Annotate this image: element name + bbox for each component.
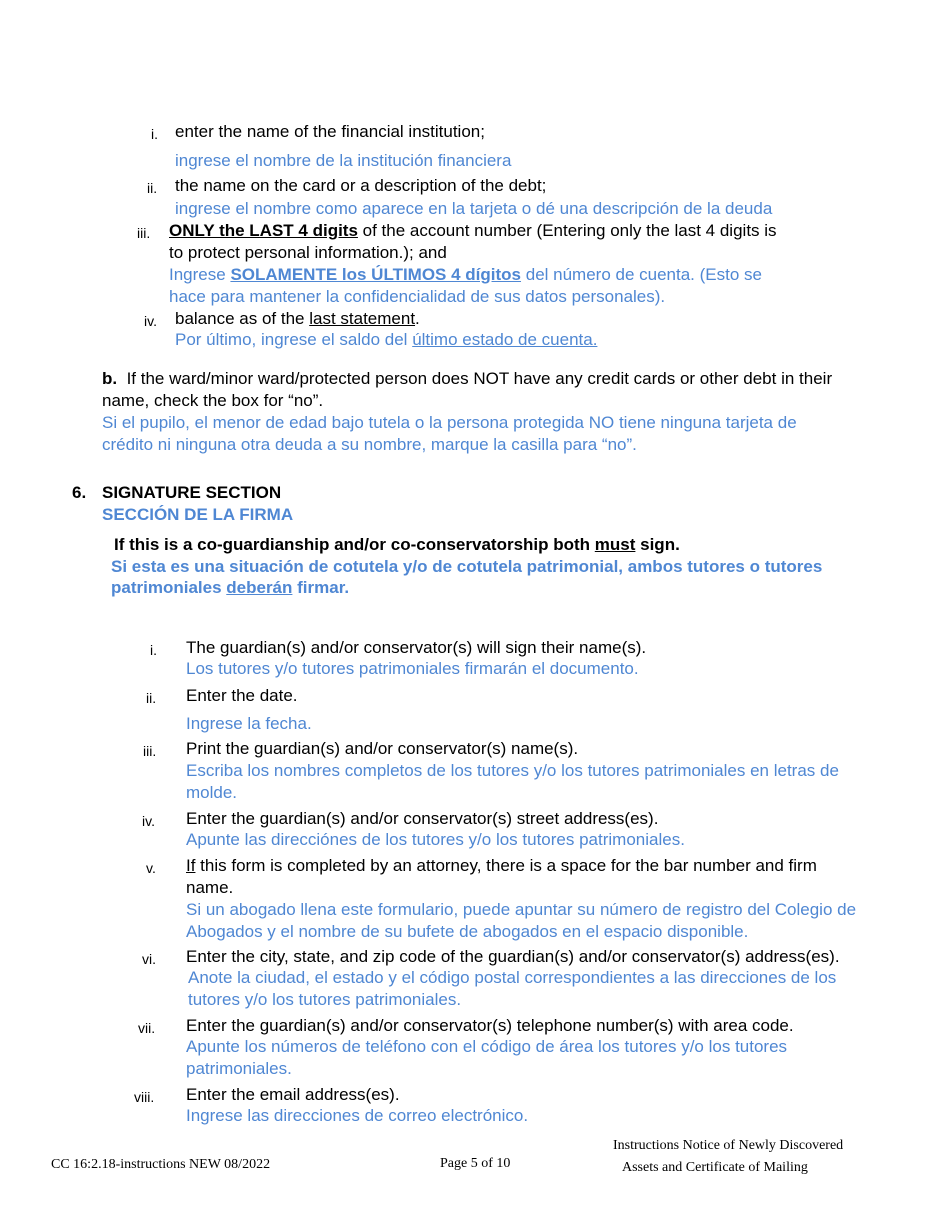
list-number: iii. [143, 743, 157, 759]
instruction-text-es: tutores y/o los tutores patrimoniales. [188, 990, 462, 1009]
list-number: i. [150, 642, 157, 658]
instruction-text-es: Abogados y el nombre de su bufete de abogados en el espacio disponible. [186, 922, 749, 941]
instruction-text-es: Apunte las direcciónes de los tutores y/o los tutores patrimoniales. [186, 830, 685, 849]
instruction-text: Enter the guardian(s) and/or conservator(s) street address(es). [186, 809, 659, 828]
instruction-text: ONLY the LAST 4 digits of the account number (Entering only the last 4 digits is [169, 221, 777, 240]
instruction-text: Enter the email address(es). [186, 1085, 400, 1104]
instruction-text: If this form is completed by an attorney, there is a space for the bar number and firm [186, 856, 817, 875]
instruction-text-es: molde. [186, 783, 238, 802]
instruction-text-es: Apunte los números de teléfono con el código de área los tutores y/o los tutores [186, 1037, 788, 1056]
instruction-text-es: Ingrese SOLAMENTE los ÚLTIMOS 4 dígitos del número de cuenta. (Esto se [169, 265, 762, 284]
instruction-text: name. [186, 878, 234, 897]
list-number: i. [151, 126, 158, 142]
list-number: iii. [137, 225, 151, 241]
instruction-text-es: patrimoniales. [186, 1059, 292, 1078]
list-number: vii. [138, 1020, 156, 1036]
footer-form-id: CC 16:2.18-instructions NEW 08/2022 [51, 1157, 271, 1172]
instruction-text: to protect personal information.); and [169, 243, 447, 262]
instruction-text-es: ingrese el nombre como aparece en la tarjeta o dé una descripción de la deuda [175, 199, 773, 218]
section-title-es: SECCIÓN DE LA FIRMA [102, 505, 294, 524]
list-number: vi. [142, 951, 156, 967]
instruction-text-es: Ingrese las direcciones de correo electrónico. [186, 1106, 529, 1125]
instruction-text-es: Anote la ciudad, el estado y el código postal correspondientes a las direcciones de los [188, 968, 837, 987]
instruction-text: Enter the date. [186, 686, 298, 705]
co-guardianship-note-es: Si esta es una situación de cotutela y/o de cotutela patrimonial, ambos tutores o tutores [111, 557, 823, 576]
instruction-text: The guardian(s) and/or conservator(s) will sign their name(s). [186, 638, 647, 657]
instruction-text-es: hace para mantener la confidencialidad de sus datos personales). [169, 287, 666, 306]
instruction-text-es: Escriba los nombres completos de los tutores y/o los tutores patrimoniales en letras de [186, 761, 839, 780]
item-b-text: name, check the box for “no”. [102, 391, 324, 410]
item-b-text: b. If the ward/minor ward/protected person does NOT have any credit cards or other debt in their [102, 369, 833, 388]
list-number: viii. [134, 1089, 155, 1105]
instruction-text: the name on the card or a description of the debt; [175, 176, 547, 195]
instruction-text: Print the guardian(s) and/or conservator(s) name(s). [186, 739, 579, 758]
co-guardianship-note-es: patrimoniales deberán firmar. [111, 578, 350, 597]
instruction-text-es: Si un abogado llena este formulario, puede apuntar su número de registro del Colegio de [186, 900, 857, 919]
instruction-text-es: Ingrese la fecha. [186, 714, 312, 733]
item-b-text-es: crédito ni ninguna otra deuda a su nombre, marque la casilla para “no”. [102, 435, 637, 454]
instruction-text: Enter the guardian(s) and/or conservator(s) telephone number(s) with area code. [186, 1016, 794, 1035]
instruction-text: balance as of the last statement. [175, 309, 420, 328]
list-number: v. [146, 860, 156, 876]
footer-title: Instructions Notice of Newly Discovered [613, 1138, 844, 1153]
footer-title: Assets and Certificate of Mailing [622, 1160, 808, 1175]
instruction-text-es: Los tutores y/o tutores patrimoniales firmarán el documento. [186, 659, 639, 678]
section-number: 6. [72, 483, 87, 502]
section-title: SIGNATURE SECTION [102, 483, 282, 502]
instruction-text-es: ingrese el nombre de la institución financiera [175, 151, 512, 170]
instruction-text: enter the name of the financial institution; [175, 122, 485, 141]
list-number: ii. [147, 180, 158, 196]
list-number: iv. [142, 813, 155, 829]
co-guardianship-note: If this is a co-guardianship and/or co-conservatorship both must sign. [114, 535, 680, 554]
item-b-text-es: Si el pupilo, el menor de edad bajo tutela o la persona protegida NO tiene ninguna tarjeta de [102, 413, 797, 432]
list-number: iv. [144, 313, 157, 329]
list-number: ii. [146, 690, 157, 706]
footer-page-number: Page 5 of 10 [440, 1156, 511, 1171]
instruction-text-es: Por último, ingrese el saldo del último estado de cuenta. [175, 330, 598, 349]
instruction-text: Enter the city, state, and zip code of the guardian(s) and/or conservator(s) address(es). [186, 947, 840, 966]
